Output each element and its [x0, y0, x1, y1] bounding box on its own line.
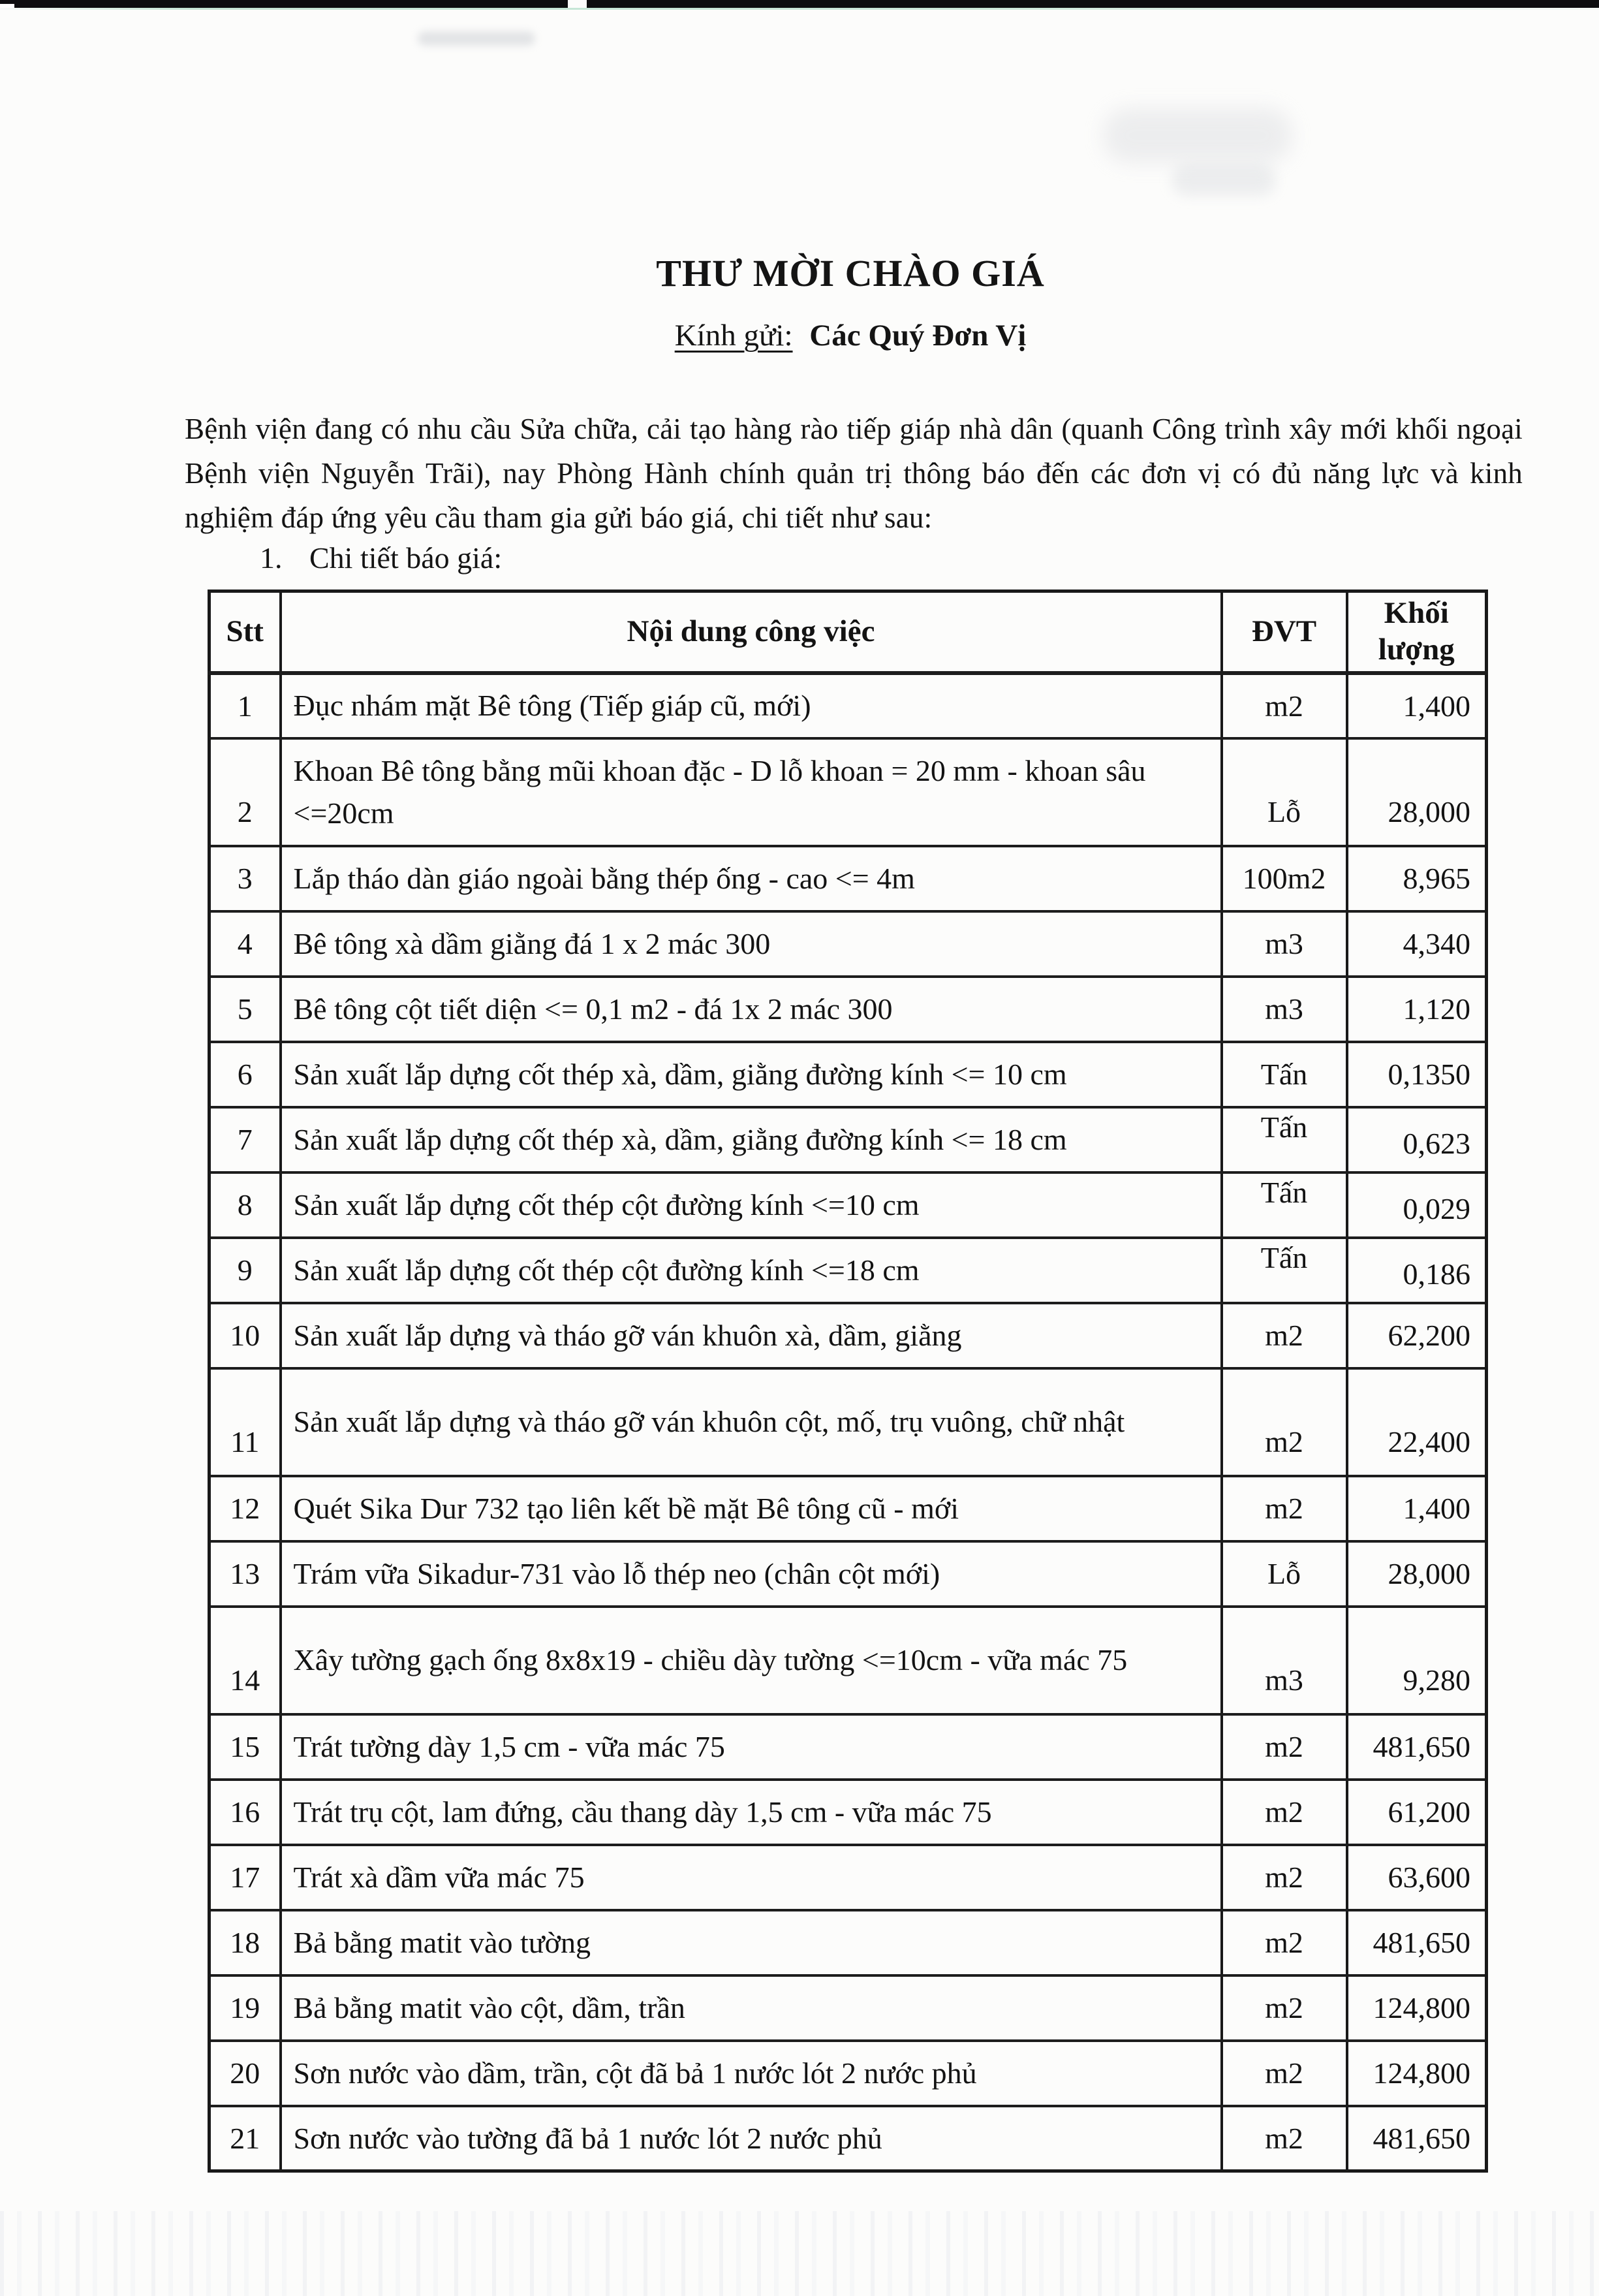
cell-unit: Tấn	[1222, 1238, 1347, 1303]
cell-qty: 481,650	[1347, 2106, 1487, 2171]
table-row	[210, 2106, 1487, 2171]
cell-content: Trát tường dày 1,5 cm - vữa mác 75	[281, 1714, 1222, 1780]
cell-content: Đục nhám mặt Bê tông (Tiếp giáp cũ, mới)	[281, 673, 1222, 738]
cell-content: Bả bằng matit vào cột, dầm, trần	[281, 1975, 1222, 2041]
table-row	[210, 1714, 1487, 1780]
cell-qty: 4,340	[1347, 911, 1487, 977]
table-row	[210, 1975, 1487, 2041]
cell-qty: 1,400	[1347, 1476, 1487, 1541]
cell-stt: 17	[210, 1845, 281, 1910]
cell-qty: 63,600	[1347, 1845, 1487, 1910]
cell-unit: m2	[1222, 1975, 1347, 2041]
header-unit: ĐVT	[1222, 591, 1347, 673]
cell-stt: 10	[210, 1303, 281, 1368]
cell-content: Sơn nước vào tường đã bả 1 nước lót 2 nước phủ	[281, 2106, 1222, 2171]
cell-qty: 8,965	[1347, 846, 1487, 911]
cell-stt: 3	[210, 846, 281, 911]
table-row	[210, 977, 1487, 1042]
table-row	[210, 1780, 1487, 1845]
intro-paragraph: Bệnh viện đang có nhu cầu Sửa chữa, cải tạo hàng rào tiếp giáp nhà dân (quanh Công trình xây mới khối ngoại Bệnh viện Nguyễn Trãi), nay Phòng Hành chính quản trị thông báo đến các đơn vị có đủ năng lực và kinh nghiệm đáp ứng yêu cầu tham gia gửi báo giá, chi tiết như sau:	[185, 413, 1523, 534]
cell-qty: 1,400	[1347, 673, 1487, 738]
table-row	[210, 2041, 1487, 2106]
table-row	[210, 1845, 1487, 1910]
header-stt: Stt	[210, 591, 281, 673]
cell-content: Sơn nước vào dầm, trần, cột đã bả 1 nước lót 2 nước phủ	[281, 2041, 1222, 2106]
cell-content: Bả bằng matit vào tường	[281, 1910, 1222, 1975]
cell-unit: Tấn	[1222, 1107, 1347, 1172]
cell-content: Xây tường gạch ống 8x8x19 - chiều dày tường <=10cm - vữa mác 75	[281, 1607, 1222, 1714]
cell-stt: 4	[210, 911, 281, 977]
cell-content: Sản xuất lắp dựng cốt thép xà, dầm, giằng đường kính <= 10 cm	[281, 1042, 1222, 1107]
cell-qty: 481,650	[1347, 1714, 1487, 1780]
section-number: 1.	[260, 541, 283, 574]
page-title: THƯ MỜI CHÀO GIÁ	[656, 252, 1045, 294]
table-row	[210, 1303, 1487, 1368]
cell-qty: 124,800	[1347, 1975, 1487, 2041]
cell-stt: 21	[210, 2106, 281, 2171]
cell-unit: m2	[1222, 1476, 1347, 1541]
table-row	[210, 1910, 1487, 1975]
cell-unit: m2	[1222, 673, 1347, 738]
cell-content: Sản xuất lắp dựng và tháo gỡ ván khuôn xà, dầm, giằng	[281, 1303, 1222, 1368]
cell-content: Quét Sika Dur 732 tạo liên kết bề mặt Bê tông cũ - mới	[281, 1476, 1222, 1541]
greeting-recipient: Các Quý Đơn Vị	[809, 319, 1027, 353]
scan-bottom-streaks	[0, 2211, 1599, 2296]
header-content: Nội dung công việc	[281, 591, 1222, 673]
cell-unit: m2	[1222, 1780, 1347, 1845]
cell-unit: Lỗ	[1222, 738, 1347, 846]
cell-qty: 1,120	[1347, 977, 1487, 1042]
cell-qty: 61,200	[1347, 1780, 1487, 1845]
cell-qty: 62,200	[1347, 1303, 1487, 1368]
header-quantity: Khối lượng	[1347, 591, 1487, 673]
cell-stt: 11	[210, 1368, 281, 1476]
cell-stt: 12	[210, 1476, 281, 1541]
cell-content: Trát trụ cột, lam đứng, cầu thang dày 1,5 cm - vữa mác 75	[281, 1780, 1222, 1845]
cell-stt: 2	[210, 738, 281, 846]
cell-qty: 9,280	[1347, 1607, 1487, 1714]
work-items-body	[210, 673, 1487, 2171]
cell-stt: 5	[210, 977, 281, 1042]
cell-qty: 0,029	[1347, 1172, 1487, 1238]
scan-edge-tint	[0, 8, 1599, 10]
cell-unit: 100m2	[1222, 846, 1347, 911]
cell-content: Sản xuất lắp dựng cốt thép xà, dầm, giằng đường kính <= 18 cm	[281, 1107, 1222, 1172]
cell-unit: Lỗ	[1222, 1541, 1347, 1607]
scan-edge-bar-right	[587, 0, 1599, 8]
cell-unit: m2	[1222, 2041, 1347, 2106]
section-title: Chi tiết báo giá:	[309, 541, 503, 574]
cell-content: Sản xuất lắp dựng và tháo gỡ ván khuôn cột, mố, trụ vuông, chữ nhật	[281, 1368, 1222, 1476]
table-row	[210, 738, 1487, 846]
cell-unit: m2	[1222, 1910, 1347, 1975]
cell-stt: 7	[210, 1107, 281, 1172]
table-row	[210, 1107, 1487, 1172]
cell-stt: 19	[210, 1975, 281, 2041]
cell-unit: m3	[1222, 1607, 1347, 1714]
table-row	[210, 1172, 1487, 1238]
cell-content: Bê tông cột tiết diện <= 0,1 m2 - đá 1x 2 mác 300	[281, 977, 1222, 1042]
cell-unit: m2	[1222, 1714, 1347, 1780]
cell-stt: 18	[210, 1910, 281, 1975]
cell-unit: Tấn	[1222, 1042, 1347, 1107]
table-row	[210, 846, 1487, 911]
cell-qty: 28,000	[1347, 738, 1487, 846]
greeting-line	[185, 318, 1516, 353]
cell-stt: 15	[210, 1714, 281, 1780]
cell-content: Trám vữa Sikadur-731 vào lỗ thép neo (chân cột mới)	[281, 1541, 1222, 1607]
cell-unit: m3	[1222, 977, 1347, 1042]
cell-content: Trát xà dầm vữa mác 75	[281, 1845, 1222, 1910]
scan-smudge	[1103, 108, 1292, 163]
table-row	[210, 911, 1487, 977]
cell-qty: 0,1350	[1347, 1042, 1487, 1107]
cell-content: Sản xuất lắp dựng cốt thép cột đường kính <=18 cm	[281, 1238, 1222, 1303]
cell-qty: 22,400	[1347, 1368, 1487, 1476]
cell-unit: Tấn	[1222, 1172, 1347, 1238]
cell-stt: 8	[210, 1172, 281, 1238]
table-row	[210, 1476, 1487, 1541]
cell-qty: 0,186	[1347, 1238, 1487, 1303]
table-row	[210, 1368, 1487, 1476]
cell-stt: 20	[210, 2041, 281, 2106]
scan-smudge	[418, 31, 535, 46]
header-row	[210, 591, 1487, 673]
greeting-label: Kính gửi:	[674, 319, 793, 353]
cell-content: Bê tông xà dầm giằng đá 1 x 2 mác 300	[281, 911, 1222, 977]
cell-content: Khoan Bê tông bằng mũi khoan đặc - D lỗ khoan = 20 mm - khoan sâu <=20cm	[281, 738, 1222, 846]
cell-unit: m3	[1222, 911, 1347, 977]
cell-qty: 28,000	[1347, 1541, 1487, 1607]
cell-content: Sản xuất lắp dựng cốt thép cột đường kính <=10 cm	[281, 1172, 1222, 1238]
section-heading	[260, 541, 502, 575]
table-row	[210, 673, 1487, 738]
cell-stt: 6	[210, 1042, 281, 1107]
cell-qty: 0,623	[1347, 1107, 1487, 1172]
quote-table	[208, 590, 1488, 2173]
cell-unit: m2	[1222, 1303, 1347, 1368]
cell-qty: 481,650	[1347, 1910, 1487, 1975]
cell-unit: m2	[1222, 1368, 1347, 1476]
quote-table-head	[210, 591, 1487, 673]
cell-stt: 1	[210, 673, 281, 738]
cell-stt: 9	[210, 1238, 281, 1303]
table-row	[210, 1238, 1487, 1303]
cell-unit: m2	[1222, 2106, 1347, 2171]
cell-stt: 16	[210, 1780, 281, 1845]
scan-smudge	[1172, 165, 1276, 196]
table-row	[210, 1541, 1487, 1607]
cell-unit: m2	[1222, 1845, 1347, 1910]
table-row	[210, 1607, 1487, 1714]
table-row	[210, 1042, 1487, 1107]
cell-stt: 13	[210, 1541, 281, 1607]
cell-content: Lắp tháo dàn giáo ngoài bằng thép ống - cao <= 4m	[281, 846, 1222, 911]
cell-stt: 14	[210, 1607, 281, 1714]
scan-edge-bar-left	[0, 0, 568, 8]
cell-qty: 124,800	[1347, 2041, 1487, 2106]
